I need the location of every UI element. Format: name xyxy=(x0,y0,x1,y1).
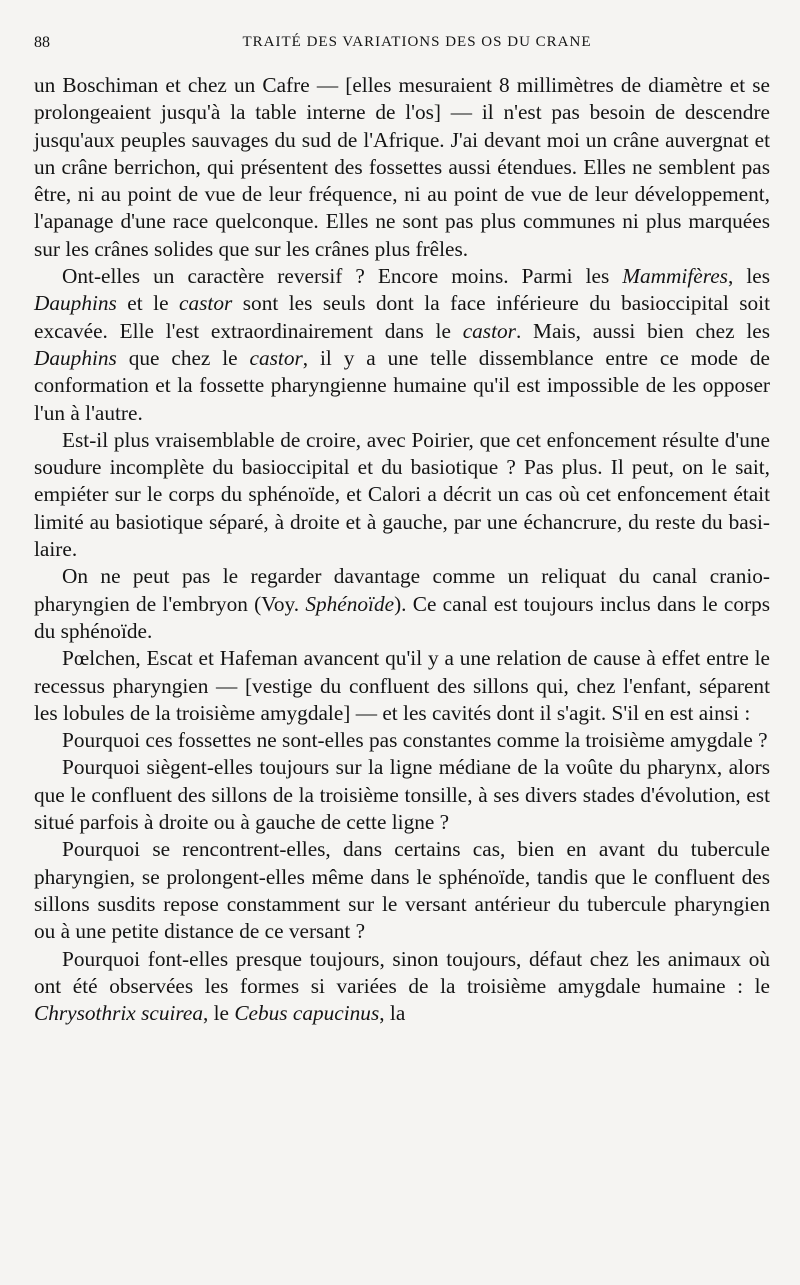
text-run: , les xyxy=(727,264,770,289)
text-run: et le xyxy=(116,291,180,316)
text-run: sont les seuls dont la face inférieure du basioccipital soit excavée. Elle l'est extraordinairement dans le xyxy=(34,291,771,343)
italic-term: Mammifères xyxy=(622,264,728,289)
text-run: , il y a une telle dissemblance entre ce mode de conformation et la fossette pharyngienne humaine qu'il est impossible de les opposer l'un à l'autre. xyxy=(34,345,770,425)
paragraph xyxy=(34,946,770,1028)
italic-term: Sphénoïde xyxy=(305,591,395,616)
italic-term: castor xyxy=(249,345,303,370)
paragraph xyxy=(34,427,770,563)
paragraph xyxy=(34,263,770,427)
text-run: Pourquoi siègent-elles toujours sur la ligne médiane de la voûte du pharynx, alors que le confluent des sillons de la troisième tonsille, à ses divers stades d'évolution, est situé parfois à droite ou à gauche de cette ligne ? xyxy=(34,755,770,835)
text-run: On ne peut pas le regarder davantage comme un reliquat du canal cranio-pharyngien de l'embryon (Voy. xyxy=(34,564,770,616)
italic-term: Dauphins xyxy=(34,345,117,370)
text-run: . Mais, aussi bien chez les xyxy=(515,318,770,343)
page-header xyxy=(34,28,770,58)
running-title: TRAITÉ DES VARIATIONS DES OS DU CRANE xyxy=(242,34,592,50)
paragraph xyxy=(34,727,770,754)
text-run: , la xyxy=(379,1001,406,1026)
body-text xyxy=(34,72,770,1027)
italic-term: Chrysothrix scuirea xyxy=(34,1001,203,1026)
paragraph xyxy=(34,754,770,836)
text-run: , le xyxy=(202,1001,235,1026)
page-number: 88 xyxy=(34,34,50,51)
text-run: Pourquoi ces fossettes ne sont-elles pas constantes comme la troisième amygdale ? xyxy=(62,728,768,753)
italic-term: Cebus capucinus xyxy=(234,1001,380,1026)
italic-term: castor xyxy=(179,291,233,316)
text-run: que chez le xyxy=(116,345,250,370)
italic-term: castor xyxy=(462,318,516,343)
text-run: Pœlchen, Escat et Hafeman avancent qu'il y a une relation de cause à effet entre le recessus pharyngien — [vestige du confluent des sillons qui, chez l'enfant, séparent les lobules de la troisième amygdale] — et les cavités dont il s'agit. S'il en est ainsi : xyxy=(34,646,770,725)
text-run: un Boschiman et chez un Cafre — [elles mesuraient 8 millimètres de diamètre et se prolongeaient jusqu'à la table interne de l'os] — il n'est pas besoin de descendre jusqu'aux peuples sauvages du sud de l'Afrique. J'ai devant moi un crâne auvergnat et un crâne berrichon, qui présentent des fossettes aussi étendues. Elles ne semblent pas être, ni au point de vue de leur fréquence, ni au point de vue de leur développement, l'apanage d'une race quelconque. Elles ne sont pas plus communes ni plus marquées sur les crânes solides que sur les crânes plus frêles. xyxy=(34,73,770,261)
italic-term: Dauphins xyxy=(34,291,117,316)
text-run: Ont-elles un caractère reversif ? Encore moins. Parmi les xyxy=(62,264,623,289)
text-run: Pourquoi font-elles presque toujours, sinon toujours, défaut chez les animaux où ont été observées les formes si variées de la troisième amygdale humaine : le xyxy=(34,946,770,998)
text-run: Pourquoi se rencontrent-elles, dans certains cas, bien en avant du tubercule pharyngien, se prolongent-elles même dans le sphénoïde, tandis que le confluent des sillons susdits repose constamment sur le versant antérieur du tubercule pharyngien ou à une petite distance de ce versant ? xyxy=(34,837,770,944)
text-run: ). Ce canal est toujours inclus dans le corps du sphénoïde. xyxy=(34,591,770,643)
paragraph xyxy=(34,72,770,263)
paragraph xyxy=(34,836,770,945)
paragraph xyxy=(34,645,770,727)
text-run: Est-il plus vraisemblable de croire, avec Poirier, que cet enfoncement résulte d'une soudure incomplète du basioccipital et du basiotique ? Pas plus. Il peut, on le sait, empiéter sur le corps du sphénoïde, et Calori a décrit un cas où cet enfoncement était limité au basiotique séparé, à droite et à gauche, par une échancrure, du reste du basilaire. xyxy=(34,427,770,562)
paragraph xyxy=(34,563,770,645)
